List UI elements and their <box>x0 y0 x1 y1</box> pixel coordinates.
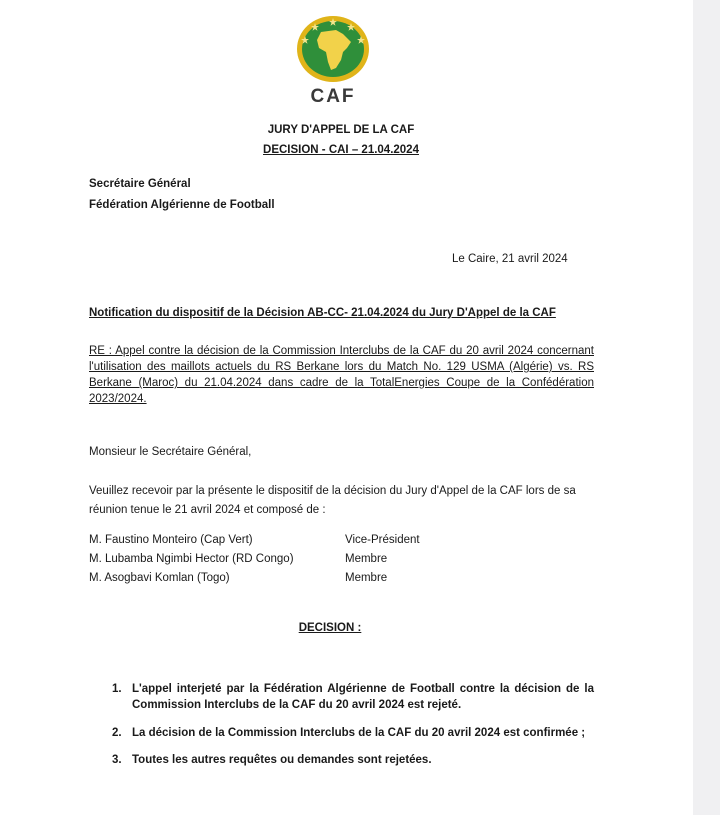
decision-heading: DECISION : <box>298 622 362 634</box>
decision-number: 2. <box>112 727 122 739</box>
jury-member-name: M. Faustino Monteiro (Cap Vert) <box>89 534 253 546</box>
decision-text: La décision de la Commission Interclubs de la CAF du 20 avril 2024 est confirmée ; <box>132 727 586 739</box>
decision-number: 3. <box>112 754 122 766</box>
jury-member-role: Membre <box>345 572 388 584</box>
intro-paragraph: Veuillez recevoir par la présente le dispositif de la décision du Jury d'Appel de la CAF lors de sa réunion tenue le 21 avril 2024 et composé de : <box>89 485 576 516</box>
jury-member-name: M. Asogbavi Komlan (Togo) <box>89 572 230 584</box>
decision-number: 1. <box>112 683 122 695</box>
place-and-date: Le Caire, 21 avril 2024 <box>452 253 568 265</box>
reference-subject: RE : Appel contre la décision de la Commission Interclubs de la CAF du 20 avril 2024 concernant l'utilisation des maillots actuels du RS Berkane lors du Match No. 129 USMA (Algérie) vs. RS Berkane (Maroc) du 21.04.2024 dans cadre de la TotalEnergies Coupe de la Confédération 2023/2024. <box>89 345 594 405</box>
decision-item <box>112 752 594 768</box>
jury-member-role: Vice-Président <box>345 534 420 546</box>
document-title: JURY D'APPEL DE LA CAF <box>267 124 415 136</box>
jury-member-role: Membre <box>345 553 388 565</box>
decision-item <box>112 681 594 713</box>
decision-text: L'appel interjeté par la Fédération Algérienne de Football contre la décision de la Commission Interclubs de la CAF du 20 avril 2024 est rejeté. <box>132 683 594 711</box>
page-edge <box>693 0 720 815</box>
decision-text: Toutes les autres requêtes ou demandes sont rejetées. <box>132 754 432 766</box>
notification-subject: Notification du dispositif de la Décision AB-CC- 21.04.2024 du Jury D'Appel de la CAF <box>89 307 556 319</box>
addressee-organization: Fédération Algérienne de Football <box>89 199 275 211</box>
decision-reference: DECISION - CAI – 21.04.2024 <box>263 144 419 156</box>
caf-wordmark: CAF <box>310 86 356 107</box>
decision-item <box>112 725 594 741</box>
jury-member-name: M. Lubamba Ngimbi Hector (RD Congo) <box>89 553 294 565</box>
addressee-title: Secrétaire Général <box>89 178 191 190</box>
salutation: Monsieur le Secrétaire Général, <box>89 446 252 458</box>
